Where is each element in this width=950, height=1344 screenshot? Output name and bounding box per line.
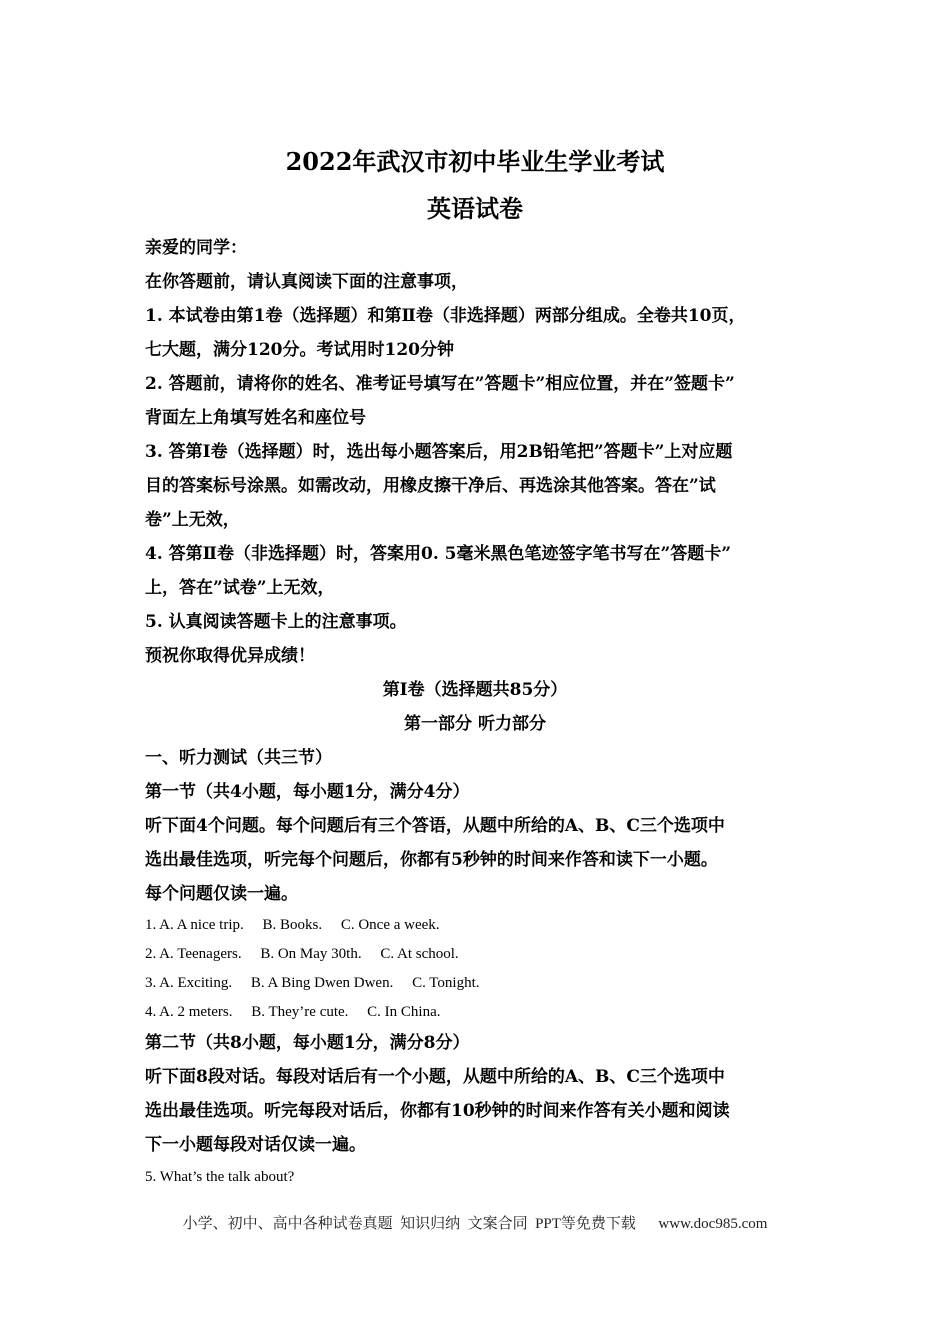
exam-subtitle: 英语试卷: [427, 194, 523, 223]
notice-2-line-1: 2. 答题前，请将你的姓名、准考证号填写在”答题卡”相应位置，并在”签题卡”: [145, 374, 735, 394]
notice-1-line-2: 七大题，满分120分。考试用时120分钟: [145, 340, 454, 360]
greeting: 亲爱的同学：: [145, 238, 247, 258]
wish-line: 预祝你取得优异成绩！: [145, 646, 315, 666]
notice-4-line-2: 上，答在”试卷”上无效，: [145, 578, 335, 598]
page-footer: 小学、初中、高中各种试卷真题 知识归纳 文案合同 PPT等免费下载 www.doc985.com: [182, 1216, 768, 1232]
notice-2-line-2: 背面左上角填写姓名和座位号: [145, 408, 366, 428]
section-1-title: 第一节（共4小题，每小题1分，满分4分）: [145, 782, 470, 802]
section-2-instruction-1: 听下面8段对话。每段对话后有一个小题，从题中所给的A、B、C三个选项中: [145, 1067, 725, 1087]
notice-4-line-1: 4. 答第Ⅱ卷（非选择题）时，答案用0. 5毫米黑色笔迹签字笔书写在”答题卡”: [145, 544, 732, 564]
section-2-title: 第二节（共8小题，每小题1分，满分8分）: [145, 1033, 470, 1053]
question-2: 2. A. Teenagers. B. On May 30th. C. At school.: [145, 946, 459, 962]
notice-3-line-3: 卷”上无效，: [145, 510, 240, 530]
section-1-instruction-2: 选出最佳选项，听完每个问题后，你都有5秒钟的时间来作答和读下一小题。: [145, 850, 718, 870]
notice-5: 5. 认真阅读答题卡上的注意事项。: [145, 612, 407, 632]
volume-title: 第Ⅰ卷（选择题共85分）: [382, 680, 568, 700]
section-1-instruction-1: 听下面4个问题。每个问题后有三个答语，从题中所给的A、B、C三个选项中: [145, 816, 725, 836]
notice-3-line-1: 3. 答第Ⅰ卷（选择题）时，选出每小题答案后，用2B铅笔把”答题卡”上对应题: [145, 442, 733, 462]
question-4: 4. A. 2 meters. B. They’re cute. C. In China.: [145, 1004, 441, 1020]
notice-3-line-2: 目的答案标号涂黑。如需改动，用橡皮擦干净后、再选涂其他答案。答在”试: [145, 476, 716, 496]
section-2-instruction-2: 选出最佳选项。听完每段对话后，你都有10秒钟的时间来作答有关小题和阅读: [145, 1101, 730, 1121]
question-3: 3. A. Exciting. B. A Bing Dwen Dwen. C. Tonight.: [145, 975, 480, 991]
section-1-instruction-3: 每个问题仅读一遍。: [145, 884, 298, 904]
notice-1-line-1: 1. 本试卷由第1卷（选择题）和第Ⅱ卷（非选择题）两部分组成。全卷共10页，: [145, 306, 746, 326]
notice-section: [145, 231, 810, 673]
exam-title: 2022年武汉市初中毕业生学业考试: [285, 147, 665, 176]
listening-heading: 一、听力测试（共三节）: [145, 748, 332, 768]
section-2-instruction-3: 下一小题每段对话仅读一遍。: [145, 1135, 366, 1155]
question-1: 1. A. A nice trip. B. Books. C. Once a week.: [145, 917, 440, 933]
question-5: 5. What’s the talk about?: [145, 1169, 295, 1185]
listening-section-2: [145, 1026, 810, 1162]
part-title: 第一部分 听力部分: [404, 714, 546, 734]
listening-section-1: [145, 741, 810, 911]
notice-lead: 在你答题前，请认真阅读下面的注意事项，: [145, 272, 468, 292]
